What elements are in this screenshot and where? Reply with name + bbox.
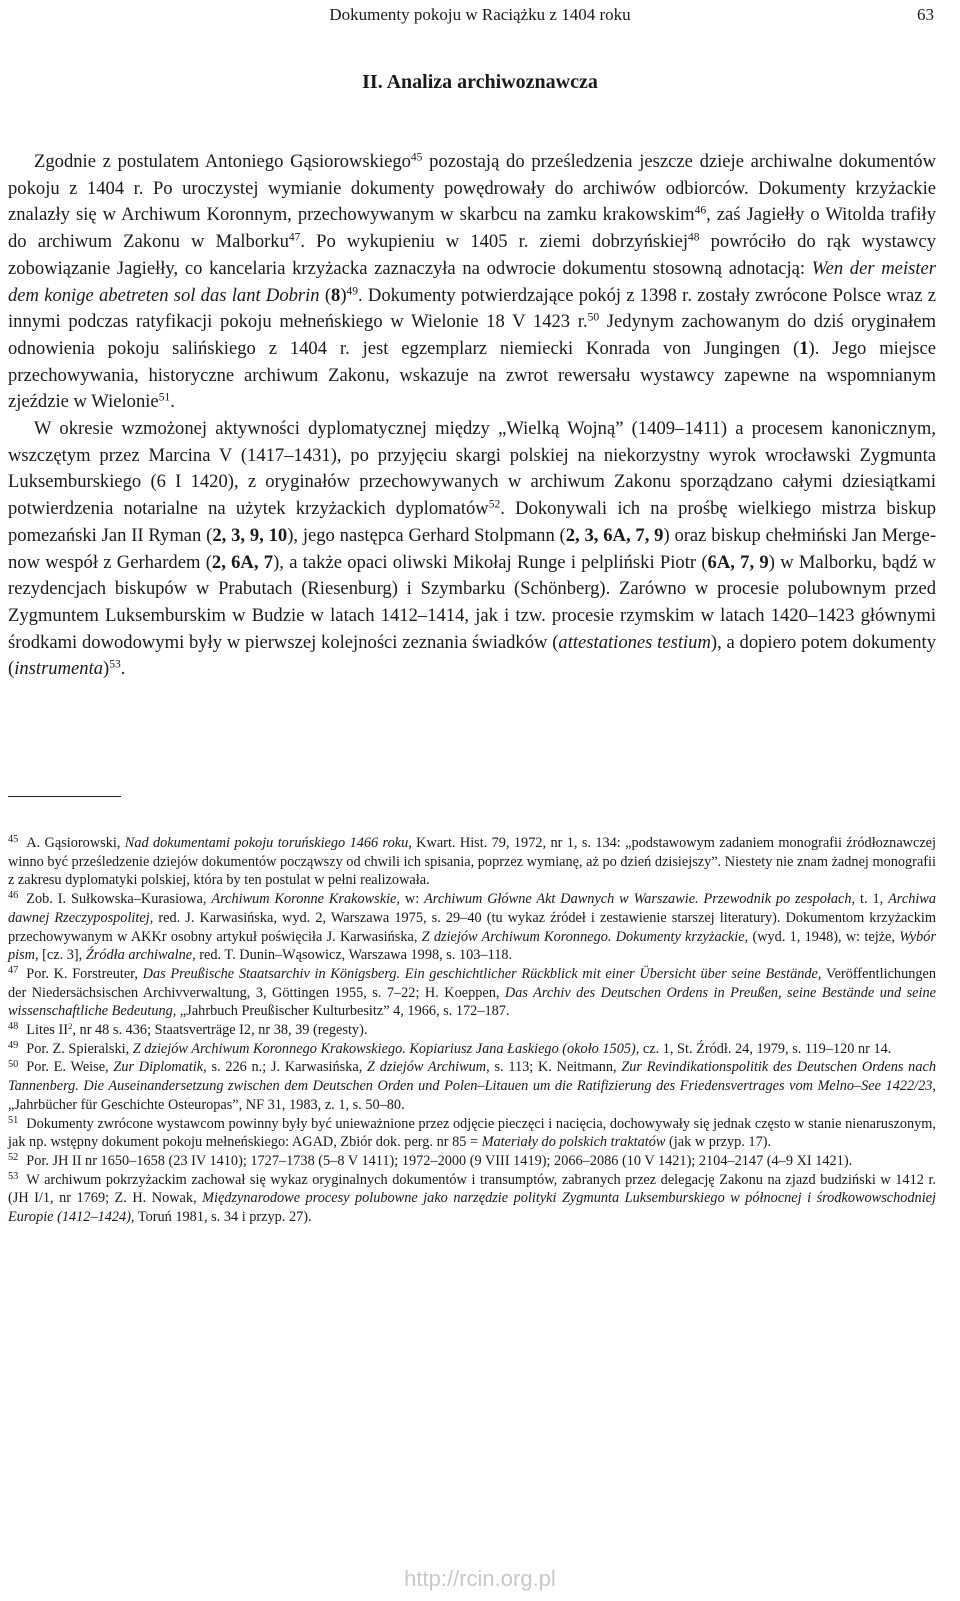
text-run: . Dokonywali ich na prośbę wielkiego mistrza biskup pomezański Jan II Ryman (: [8, 498, 937, 546]
footnote-50: [8, 1058, 936, 1114]
italic-text: Archiwum Koronne Krakowskie: [211, 891, 397, 908]
footnote-46: [8, 890, 936, 965]
text-run: Zgodnie z postulatem Antoniego Gąsiorowskiego: [34, 151, 411, 172]
page-number: 63: [917, 5, 934, 24]
text-run: Veröffentlichungen der Niedersächsischen Archivverwaltung, 3, Göttingen 1955, s. 7–22; H. Koeppen,: [8, 965, 937, 1001]
text-run: Por. E. Weise,: [26, 1059, 114, 1076]
footnote-number: 47: [8, 965, 19, 977]
italic-text: Zur Diplomatik: [113, 1059, 204, 1076]
text-run: .: [120, 658, 126, 680]
text-run: , s. 226 n.; J. Karwasińska,: [203, 1059, 368, 1076]
footnote-ref: 51: [158, 392, 171, 404]
text-run: , Kwart. Hist. 79, 1972, nr 1, s. 134: „podstawowym zadaniem monografii źródłoznawczej winno być prześledzenie dziejów dokumentów począwszy od chwili ich spisania, poprzez wymianę, aż po dzień dzisiejszy”. Niestety nie znam żadnej monografii z zakresu dyplomatyki polskiej, która by ten postulat w pełni realizowała.: [8, 835, 937, 889]
body-text: [8, 149, 936, 683]
italic-text: Międzynarodowe procesy polubowne jako narzędzie polityki Zygmunta Luksemburskiego w północnej i środkowowschodniej Europie (1412–1424): [8, 1190, 936, 1226]
footnote-49: [8, 1040, 936, 1059]
text-run: .: [170, 391, 175, 413]
text-run: W okresie wzmożonej aktywności dyplomatycznej między „Wielką Wojną” (1409–1411) a procesem kanonicznym, wszczętym przez Marcina V (1417–1431), po przyjęciu skargi polskiej na niekorzystny wyrok wrocławski Zygmunta Luksemburskiego (6 I 1420), z oryginałów przechowywanych w archiwum Zakonu sporządzano całymi dziesiątkami potwierdzenia notarialne na użytek krzyżackich dyplomatów: [8, 418, 936, 520]
text-run: ), jego następca Gerhard Stolpmann (: [287, 524, 566, 546]
watermark-url: http://rcin.org.pl: [404, 1566, 556, 1591]
text-run: , zaś Jagiełły o Witolda trafiły do archiwum Zakonu w Malborku: [8, 204, 936, 253]
text-run: , (wyd. 1, 1948), w: tejże,: [744, 928, 900, 945]
bold-text: 6A, 7, 9: [707, 551, 769, 573]
footnotes: [8, 834, 936, 1227]
italic-text: Z dziejów Archiwum Koronnego Krakowskiego. Kopiariusz Jana Łaskiego (około 1505): [132, 1040, 636, 1057]
footnote-ref: 52: [488, 498, 501, 511]
text-run: A. Gąsiorowski,: [26, 835, 125, 851]
footnote-51: [8, 1115, 936, 1152]
footnote-ref: 45: [410, 151, 423, 164]
text-run: ): [340, 284, 347, 306]
text-run: . Po wykupieniu w 1405 r. ziemi dobrzyńskiej: [300, 231, 688, 253]
text-run: Por. JH II nr 1650–1658 (23 IV 1410); 1727–1738 (5–8 V 1411); 1972–2000 (9 VIII 1419); 2066–2086 (10 V 1421); 2104–2147 (4–9 XI 1421).: [26, 1152, 853, 1169]
text-run: ): [103, 658, 110, 680]
footnote-45: [8, 834, 936, 890]
text-run: , t. 1,: [851, 891, 889, 908]
bold-text: 8: [331, 284, 341, 306]
footnote-number: 50: [8, 1058, 19, 1070]
italic-text: Nad dokumentami pokoju toruńskiego 1466 roku: [124, 835, 409, 851]
text-run: Por. Z. Spieralski,: [26, 1040, 133, 1057]
text-run: Por. K. Forstreuter,: [26, 965, 143, 982]
footnote-53: [8, 1171, 936, 1227]
footnote-separator: [8, 796, 121, 797]
text-run: , Toruń 1981, s. 34 i przyp. 27).: [130, 1209, 312, 1226]
italic-text: instrumenta: [14, 658, 104, 680]
section-title: II. Analiza archiwoznawcza: [362, 71, 598, 93]
italic-text: Archiwa dawnej Rzeczypospolitej: [8, 891, 936, 926]
italic-text: Archiwum Główne Akt Dawnych w Warszawie. Przewodnik po zespołach: [424, 891, 852, 908]
text-run: , red. J. Karwasińska, wyd. 2, Warszawa 1975, s. 29–40 (tu wykaz źródeł i zestawienie starszej literatury). Dokumentom krzyżackim przechowywanym w AKKr osobny artykuł poświęciła J. Karwasińska,: [8, 909, 936, 945]
text-run: Dokumenty zwrócone wystawcom powinny były być unieważnione przez odjęcie pieczęci i nacięcia, dochowywały się jednak często w stanie nienaruszonym, jak np. wstępny dokument pokoju mełneńskiego: AGAD, Zbiór dok. perg. nr 85 =: [8, 1115, 936, 1151]
footnote-ref: 53: [109, 659, 121, 672]
text-run: Lites II: [26, 1022, 68, 1039]
italic-text: Materiały do polskich traktatów: [481, 1134, 666, 1151]
footnote-47: [8, 965, 936, 1021]
running-header: [0, 0, 960, 22]
footnote-number: 46: [8, 890, 19, 902]
footnote-ref: 49: [346, 285, 359, 298]
italic-text: Zur Revindikationspolitik des Deutschen Ordens nach Tannenberg. Die Auseinandersetzung zwischen dem Deutschen Orden und Polen–Litauen um die Ratifizierung des Friedensvertrages vom Melno–See 1422/23: [8, 1059, 936, 1095]
italic-text: Wen der meister dem konige abetreten sol das lant Dobrin: [8, 257, 936, 306]
text-run: Jedynym zachowanym do dziś oryginałem odnowienia pokoju salińskiego z 1404 r. jest egzemplarz niemiecki Konrada von Jungingen (: [8, 311, 936, 359]
footnote-52: [8, 1152, 936, 1171]
paragraph-1: [8, 149, 936, 416]
footnote-number: 49: [8, 1040, 19, 1052]
text-run: powróciło do rąk wystawcy zobowiązanie Jagiełły, co kancelaria krzyżacka zaznaczyła na odwrocie dokumentu stosowną adnotacją:: [8, 231, 936, 279]
italic-text: Źródła archiwalne: [85, 947, 193, 964]
bold-text: 2, 3, 6A, 7, 9: [565, 524, 664, 546]
footnote-ref: 50: [587, 311, 600, 324]
text-run: Zob. I. Sułkowska–Kurasiowa,: [26, 891, 212, 908]
text-run: , red. T. Dunin–Wąsowicz, Warszawa 1998, s. 103–118.: [192, 947, 513, 964]
text-run: , cz. 1, St. Źródł. 24, 1979, s. 119–120 nr 14.: [635, 1040, 892, 1057]
footnote-number: 48: [8, 1021, 19, 1033]
italic-text: Wybór pism: [8, 928, 937, 964]
italic-text: Z dziejów Archiwum Koronnego. Dokumenty krzyżackie: [421, 928, 745, 945]
footnote-number: 52: [8, 1152, 19, 1164]
text-run: (jak w przyp. 17).: [665, 1134, 772, 1151]
text-run: , [cz. 3],: [35, 947, 86, 964]
text-run: , w:: [396, 891, 425, 908]
text-run: pozostają do prześledzenia jeszcze dzieje archiwalne dokumentów pokoju z 1404 r. Po uroczystej wymianie dokumenty powędrowały do archiwów odbiorców. Dokumenty krzyżackie znalazły się w Archiwum Koronnym, przechowywanym w skarbcu na zamku krakowskim: [8, 151, 937, 226]
running-title: Dokumenty pokoju w Raciążku z 1404 roku: [329, 5, 631, 24]
italic-text: Das Archiv des Deutschen Ordens in Preußen, seine Bestände und seine wissenschaftliche Bedeutung: [8, 984, 936, 1020]
footnote-ref: 47: [288, 231, 301, 244]
text-run: , s. 113; K. Neitmann,: [486, 1059, 622, 1076]
text-run: ) w Malborku, bądź w rezydencjach biskupów w Prabutach (Riesenburg) i Szymbarku (Schönberg). Zarówno w procesie polubownym przed Zygmuntem Luksemburskim w Budzie w latach 1412–1414, jak i tzw. procesie rzymskim w latach 1420–1423 głównymi środkami dowodowymi były w pierwszej kolejności zeznania świadków (: [8, 551, 936, 653]
paragraph-2: [8, 416, 936, 683]
text-run: ), a także opaci oliwski Mikołaj Runge i pelpliński Piotr (: [273, 551, 708, 573]
text-run: , nr 48 s. 436; Staatsverträge I2, nr 38, 39 (regesty).: [72, 1022, 368, 1039]
footnote-number: 53: [8, 1171, 19, 1183]
footnote-ref: 46: [694, 205, 707, 218]
text-run: ). Jego miejsce przechowywania, historyczne archiwum Zakonu, wskazuje na zwrot rewersału wystawcy zapewne na wspomnianym zjeździe w Wielonie: [8, 337, 936, 413]
bold-text: 2, 6A, 7: [211, 551, 274, 573]
italic-text: attestationes testium: [558, 631, 711, 653]
footnote-ref: 48: [687, 231, 700, 244]
bold-text: 2, 3, 9, 10: [212, 524, 288, 546]
text-run: , „Jahrbuch Preußischer Kulturbesitz” 4, 1966, s. 172–187.: [172, 1003, 510, 1020]
text-run: . Dokumenty potwierdzające pokój z 1398 r. zostały zwrócone Polsce wraz z innymi podczas ratyfikacji pokoju mełneńskiego w Wielonie 18 V 1423 r.: [8, 284, 936, 333]
bold-text: 1: [799, 337, 809, 359]
footnote-48: [8, 1021, 936, 1040]
italic-text: Das Preußische Staatsarchiv in Königsberg. Ein geschichtlicher Rückblick mit einer Übersicht über seine Bestände,: [142, 965, 822, 982]
text-run: W archiwum pokrzyżackim zachował się wykaz oryginalnych dokumentów i transumptów, zabranych przez delegację Zakonu na zjazd budziński w 1412 r. (JH I/1, nr 1769; Z. H. Nowak,: [8, 1171, 936, 1207]
footnote-number: 45: [8, 834, 19, 846]
text-run: (: [319, 284, 332, 306]
italic-text: Z dziejów Archiwum: [367, 1059, 487, 1076]
text-run: ) oraz biskup chełmiński Jan Mergenow wespół z Gerhardem (: [8, 524, 937, 573]
text-run: , „Jahrbücher für Geschichte Osteuropas”, NF 31, 1983, z. 1, s. 50–80.: [8, 1078, 936, 1113]
footnote-ref: 2: [67, 1021, 73, 1032]
text-run: ), a dopiero potem dokumenty (: [8, 631, 936, 680]
footnote-number: 51: [8, 1114, 19, 1126]
